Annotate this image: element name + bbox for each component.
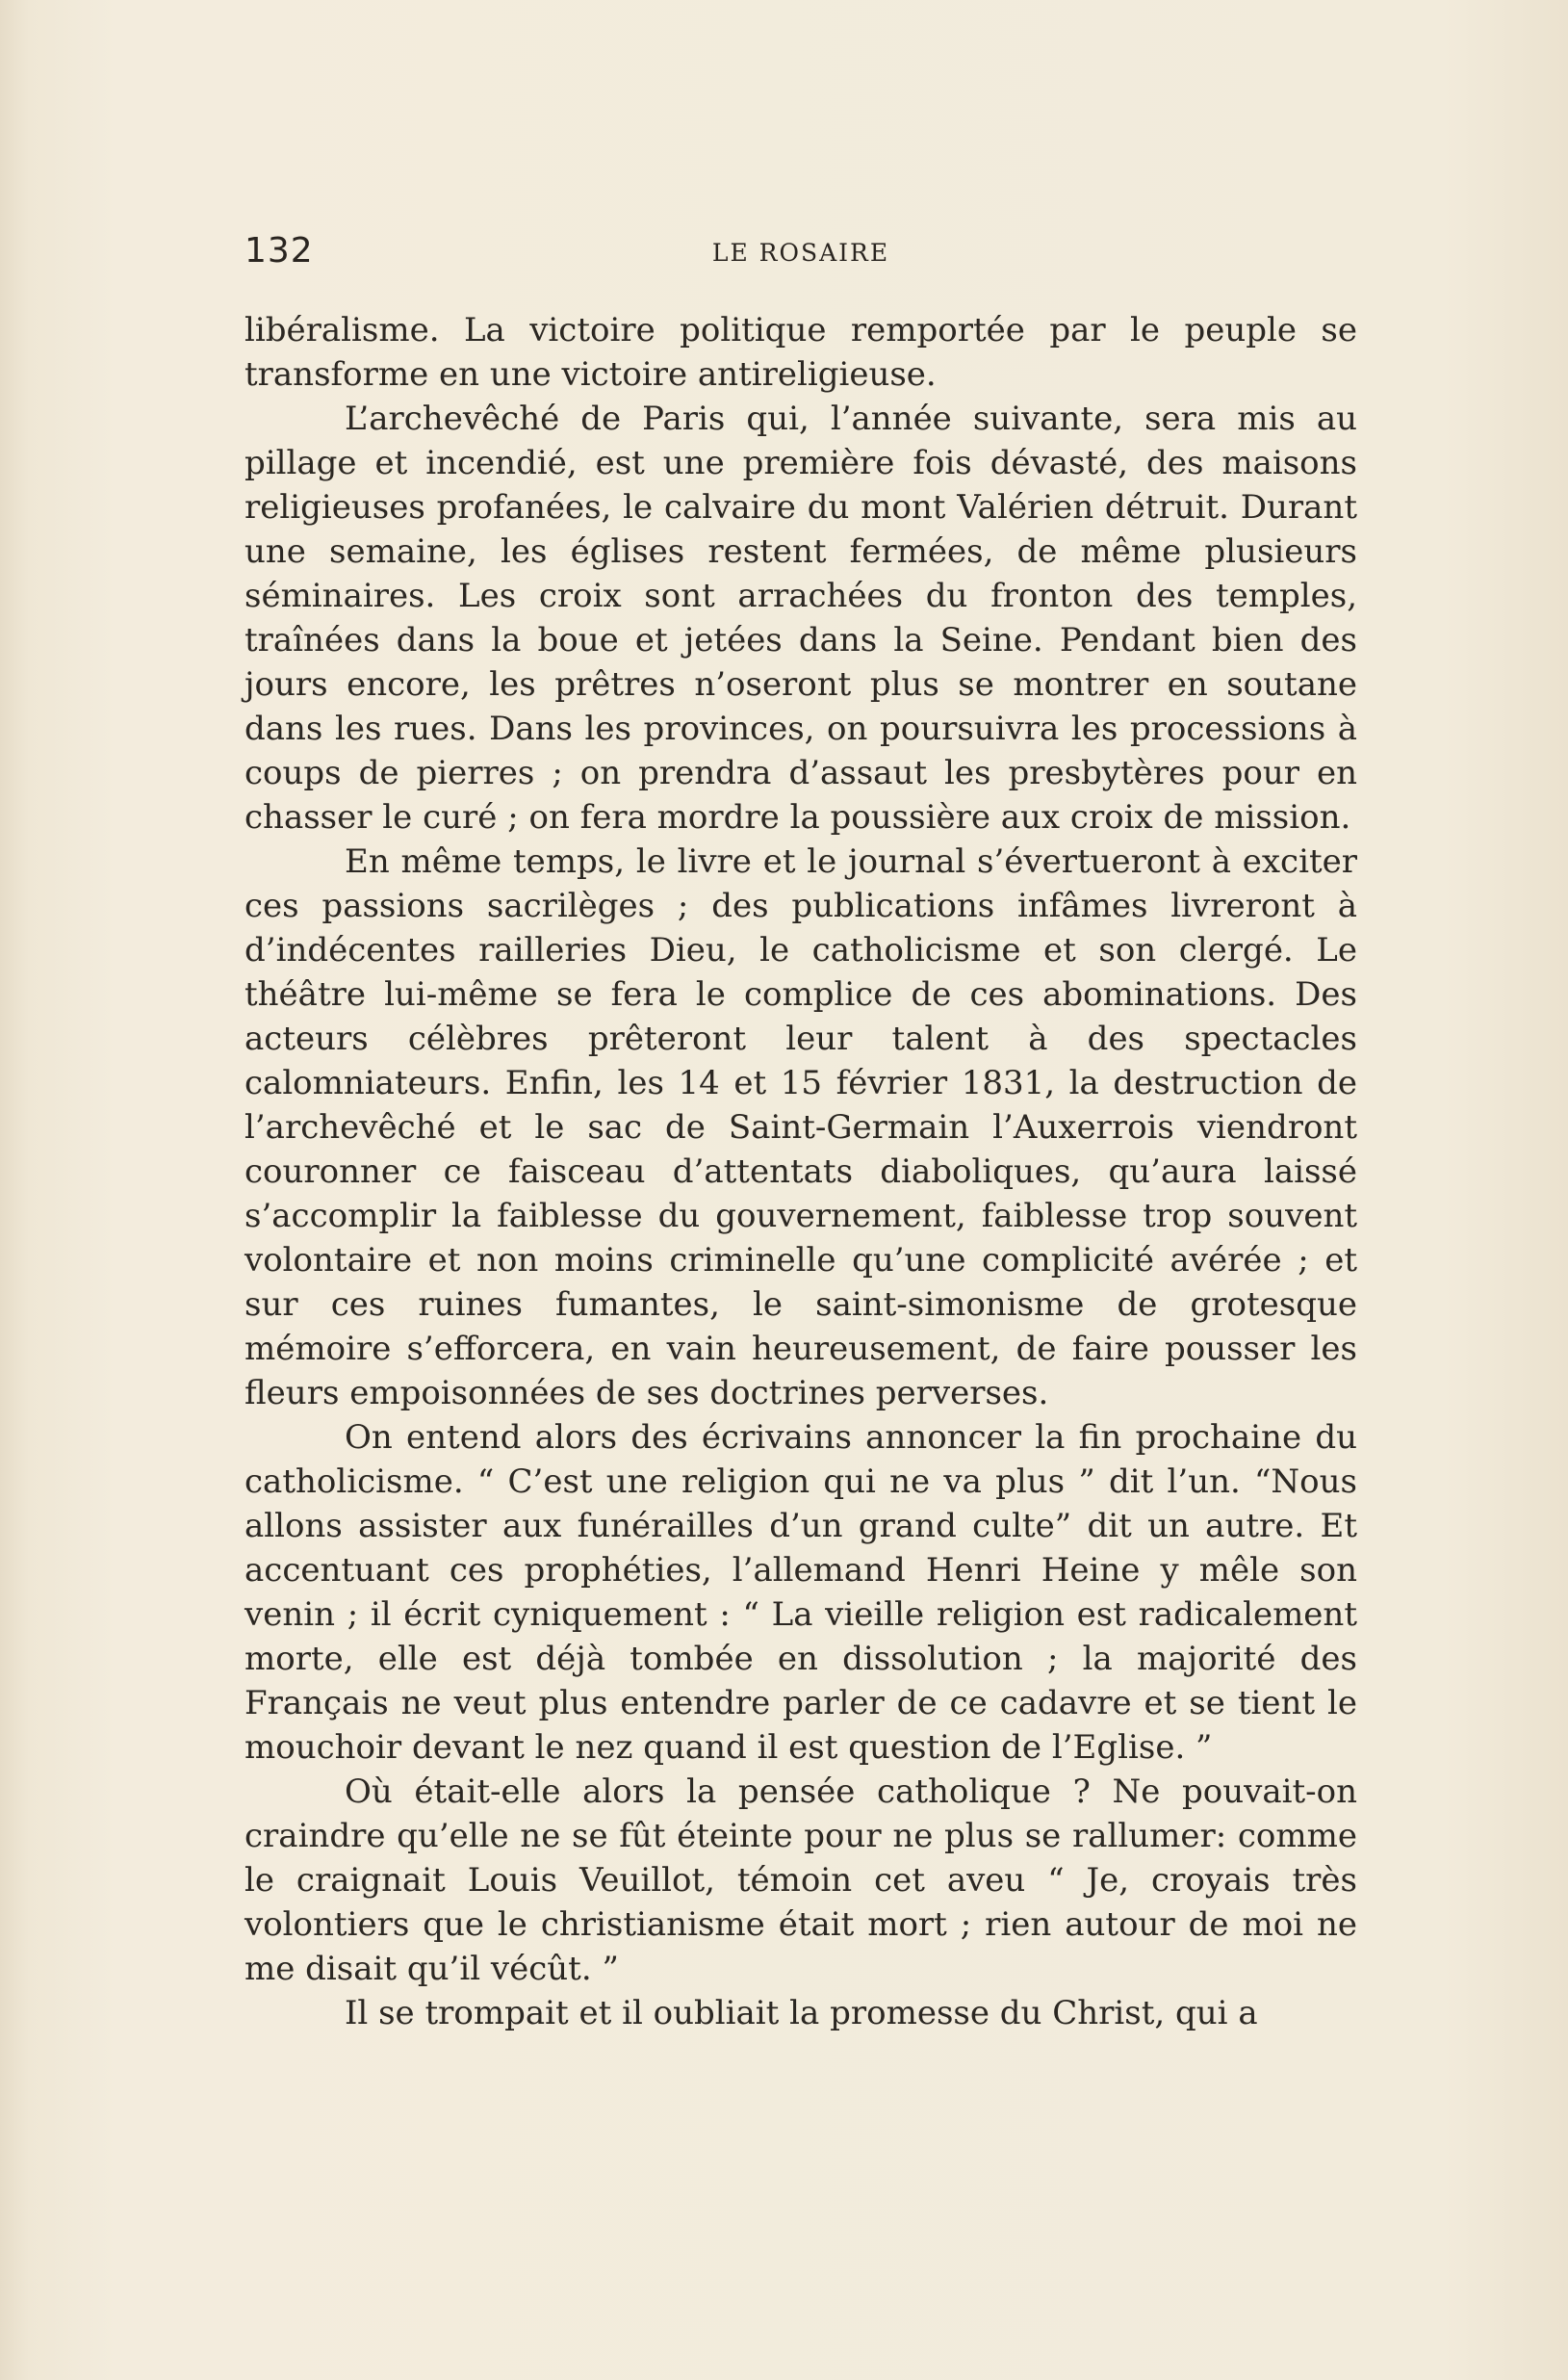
paragraph: On entend alors des écrivains annoncer la fin prochaine du catholicisme. “ C’est une religion qui ne va plus ” dit l’un. “Nous allons assister aux funérailles d’un grand culte” dit un autre. Et accentuant ces prophéties, l’allemand Henri Heine y mêle son venin ; il écrit cyniquement : “ La vieille religion est radicalement morte, elle est déjà tombée en dissolution ; la majorité des Français ne veut plus entendre parler de ce cadavre et se tient le mouchoir devant le nez quand il est question de l’Eglise. ” <box>244 1418 1357 1767</box>
page-header <box>244 231 1357 279</box>
running-title: LE ROSAIRE <box>711 239 890 267</box>
paragraph: L’archevêché de Paris qui, l’année suivante, sera mis au pillage et incendié, est une première fois dévasté, des maisons religieuses profanées, le calvaire du mont Valérien détruit. Durant une semaine, les églises restent fermées, de même plusieurs séminaires. Les croix sont arrachées du fronton des temples, traînées dans la boue et jetées dans la Seine. Pendant bien des jours encore, les prêtres n’oseront plus se montrer en soutane dans les rues. Dans les provinces, on poursuivra les processions à coups de pierres ; on prendra d’assaut les presbytères pour en chasser le curé ; on fera mordre la poussière aux croix de mission. <box>244 400 1357 837</box>
paragraph: Il se trompait et il oubliait la promesse du Christ, qui a <box>345 1994 1258 2032</box>
body-text <box>244 308 1357 2035</box>
page-number: 132 <box>244 231 314 271</box>
paragraph: libéralisme. La victoire politique remportée par le peuple se transforme en une victoire antireligieuse. <box>244 311 1357 394</box>
paragraph: En même temps, le livre et le journal s’évertueront à exciter ces passions sacrilèges ; des publications infâmes livreront à d’indécentes railleries Dieu, le catholicisme et son clergé. Le théâtre lui-même se fera le complice de ces abominations. Des acteurs célèbres prêteront leur talent à des spectacles calomniateurs. Enfin, les 14 et 15 février 1831, la destruction de l’archevêché et le sac de Saint-Germain l’Auxerrois viendront couronner ce faisceau d’attentats diaboliques, qu’aura laissé s’accomplir la faiblesse du gouvernement, faiblesse trop souvent volontaire et non moins criminelle qu’une complicité avérée ; et sur ces ruines fumantes, le saint-simonisme de grotesque mémoire s’efforcera, en vain heureusement, de faire pousser les fleurs empoisonnées de ses doctrines perverses. <box>244 842 1357 1412</box>
paragraph: Où était-elle alors la pensée catholique ? Ne pouvait-on craindre qu’elle ne se fût éteinte pour ne plus se rallumer: comme le craignait Louis Veuillot, témoin cet aveu “ Je, croyais très volontiers que le christianisme était mort ; rien autour de moi ne me disait qu’il vécût. ” <box>244 1772 1357 1988</box>
